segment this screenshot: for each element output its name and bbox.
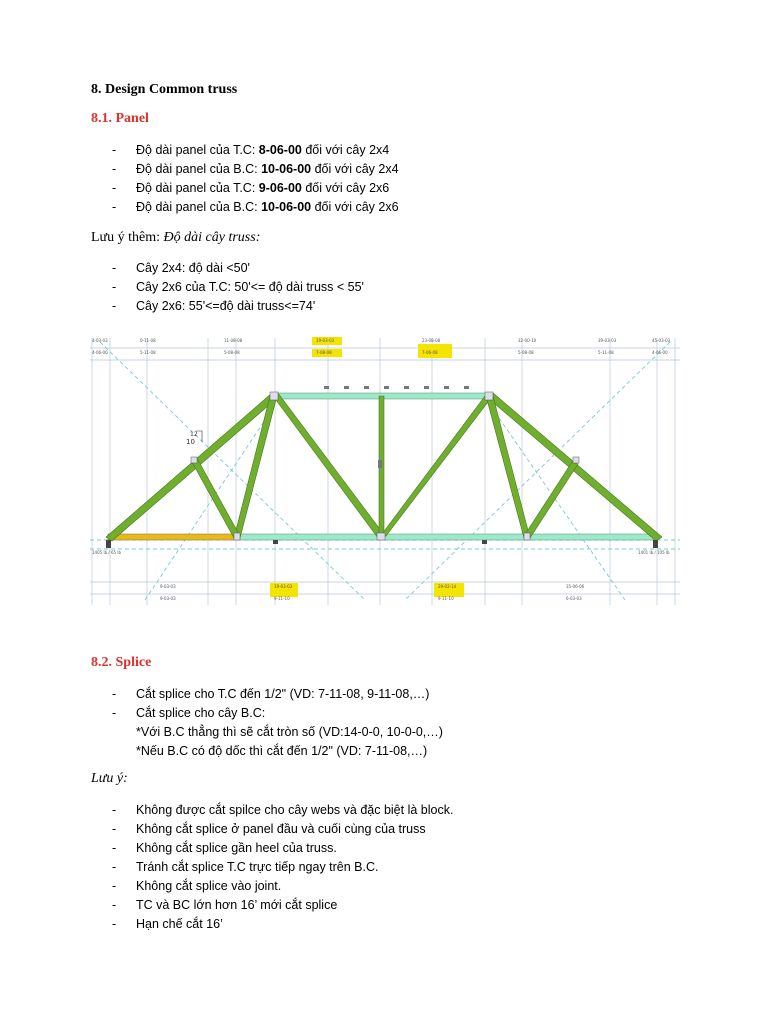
dim-label: 4-03-03 (92, 338, 108, 343)
web-member (379, 396, 491, 538)
top-chord-left (106, 393, 276, 541)
dim-label: 5-11-08 (598, 350, 614, 355)
splice-heading: 8.2. Splice (91, 655, 152, 670)
list-item: - Cây 2x6: 55'<=độ dài truss<=74' (112, 297, 364, 316)
list-subitem: *Với B.C thẳng thì sẽ cắt tròn số (VD:14-0-0, 10-0-0,…) (136, 725, 443, 739)
dim-label: 29-02-14 (438, 584, 457, 589)
web-member (273, 393, 385, 538)
dim-label: 0-11-08 (140, 338, 156, 343)
dim-label: 39-03-03 (598, 338, 617, 343)
dim-label: 7-06-08 (422, 350, 438, 355)
list-item: - Cắt splice cho T.C đến 1/2" (VD: 7-11-08, 9-11-08,…) (112, 685, 443, 704)
panel-heading: 8.1. Panel (91, 111, 149, 126)
right-reaction: 1401 lb / 105 lb (638, 550, 670, 555)
pitch-denominator: 12 (190, 431, 198, 438)
dim-label: 19-03-03 (274, 584, 293, 589)
length-note: Lưu ý thêm: Độ dài cây truss: (91, 230, 261, 245)
web-member (234, 396, 277, 538)
list-item: - Tránh cắt splice T.C trực tiếp ngay trên B.C. (112, 858, 453, 877)
dim-label: 32-00-10 (518, 338, 537, 343)
splice-note-label: Lưu ý: (91, 771, 128, 786)
dim-label: 9-11-10 (438, 596, 454, 601)
dim-label: 19-03-03 (316, 338, 335, 343)
support-marks (106, 540, 658, 548)
dim-label: 6-03-03 (566, 596, 582, 601)
bottom-chord (236, 534, 654, 540)
web-member (486, 396, 530, 538)
grid-lines (90, 338, 680, 605)
list-item: - Độ dài panel của T.C: 9-06-00 đối với cây 2x6 (112, 179, 399, 198)
dim-label: 4-06-00 (652, 350, 668, 355)
list-item: - TC và BC lớn hơn 16’ mới cắt splice (112, 896, 453, 915)
dim-label: 7-08-08 (316, 350, 332, 355)
pitch-label: 10 (186, 438, 195, 446)
dim-label: 35-06-06 (566, 584, 585, 589)
list-item: - Không được cắt spilce cho cây webs và đặc biệt là block. (112, 801, 453, 820)
list-item: - Không cắt splice gần heel của truss. (112, 839, 453, 858)
left-reaction: 1405 lb / 65 lb (92, 550, 122, 555)
list-item: - Không cắt splice ở panel đầu và cuối cùng của truss (112, 820, 453, 839)
common-truss-diagram (90, 330, 680, 610)
dim-label: 5-08-08 (224, 350, 240, 355)
section-heading: 8. Design Common truss (91, 82, 238, 97)
dim-label: 9-03-03 (160, 584, 176, 589)
list-item: - Độ dài panel của B.C: 10-06-00 đối với cây 2x4 (112, 160, 399, 179)
dim-label: 5-11-08 (140, 350, 156, 355)
list-item: - Độ dài panel của T.C: 8-06-00 đối với cây 2x4 (112, 141, 399, 160)
list-subitem: *Nếu B.C có độ dốc thì cắt đến 1/2" (VD: 7-11-08,…) (136, 744, 428, 758)
splice-list (112, 685, 443, 761)
dim-label: 5-08-08 (518, 350, 534, 355)
dim-label: 9-11-10 (274, 596, 290, 601)
list-item: - Cây 2x4: độ dài <50' (112, 259, 364, 278)
guide-lines (90, 342, 680, 600)
dim-label: 45-03-03 (652, 338, 671, 343)
web-member (524, 462, 578, 538)
dim-label: 11-08-08 (224, 338, 243, 343)
truss-webs (106, 393, 662, 541)
splice-rules (112, 801, 453, 934)
bottom-dimensions (160, 583, 585, 601)
list-item: - Độ dài panel của B.C: 10-06-00 đối với cây 2x6 (112, 198, 399, 217)
length-list (112, 259, 364, 316)
list-item: - Không cắt splice vào joint. (112, 877, 453, 896)
dim-label: 9-03-03 (160, 596, 176, 601)
dim-label: 23-08-08 (422, 338, 441, 343)
list-item: - Cây 2x6 của T.C: 50'<= độ dài truss < 55' (112, 278, 364, 297)
top-dimensions (92, 337, 671, 358)
list-item: - Hạn chế cắt 16’ (112, 915, 453, 934)
dim-label: 4-06-00 (92, 350, 108, 355)
bottom-chord-left (108, 534, 236, 540)
panel-list (112, 141, 399, 217)
list-item: - Cắt splice cho cây B.C: (112, 704, 443, 723)
